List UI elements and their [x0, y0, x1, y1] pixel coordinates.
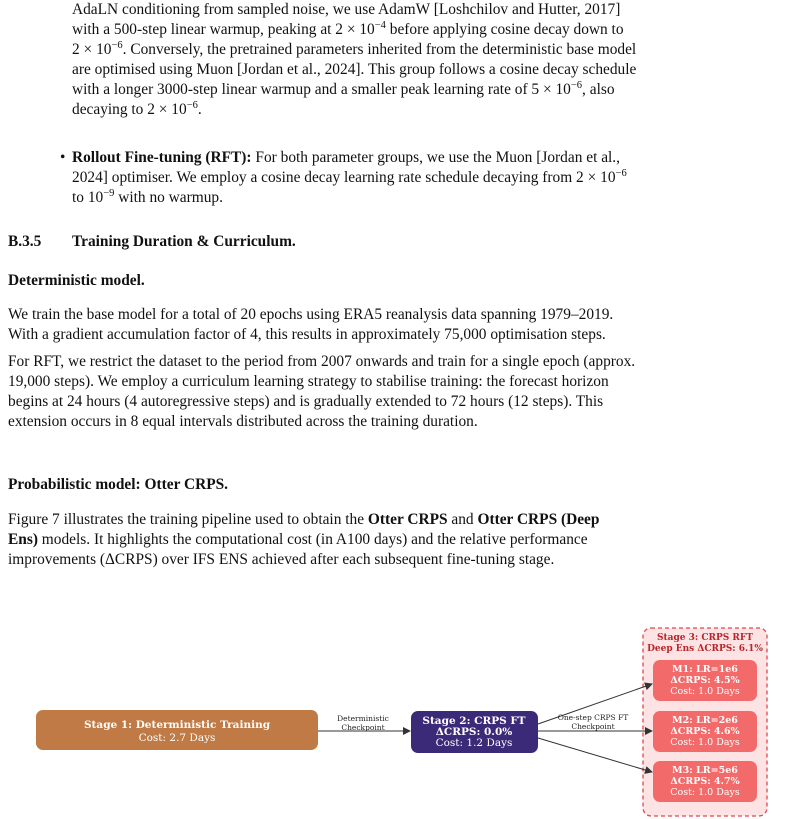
m3-delta: ΔCRPS: 4.7% — [670, 776, 740, 787]
stage2-title: Stage 2: CRPS FT — [422, 715, 526, 727]
section-title: Training Duration & Curriculum. — [72, 233, 296, 250]
rft-line-3: to $10^{-9}$ with no warmup. — [72, 188, 223, 206]
stage2-delta: ΔCRPS: 0.0% — [435, 726, 513, 738]
rft-line-1: Rollout Fine-tuning (RFT): For both parameter groups, we use the Muon [Jordan et al., — [72, 149, 620, 166]
stage3-title: Stage 3: CRPS RFT — [657, 633, 753, 643]
m1-cost: Cost: 1.0 Days — [670, 686, 740, 697]
intro-line-6: decaying to $2 \times 10^{-6}$. — [72, 100, 202, 118]
stage1-cost: Cost: 2.7 Days — [138, 732, 216, 744]
m3-cost: Cost: 1.0 Days — [670, 787, 740, 798]
stage3-subtitle: Deep Ens ΔCRPS: 6.1% — [647, 644, 763, 654]
det-p2-line-1: For RFT, we restrict the dataset to the period from 2007 onwards and train for a single epoch (approx. — [8, 353, 636, 370]
probabilistic-heading: Probabilistic model: Otter CRPS. — [8, 476, 229, 493]
edge1-label-line1: Deterministic — [337, 714, 389, 723]
probabilistic-paragraph — [8, 510, 800, 570]
intro-line-1: AdaLN conditioning from sampled noise, we use AdamW [Loshchilov and Hutter, 2017] — [72, 1, 621, 18]
intro-line-5: with a longer 3000-step linear warmup and a smaller peak learning rate of $5 \times 10^{-6}$, also — [72, 80, 615, 98]
stage2-cost: Cost: 1.2 Days — [435, 737, 513, 749]
det-p2-line-2: 19,000 steps). We employ a curriculum learning strategy to stabilise training: the forecast horizon — [8, 373, 609, 390]
prob-line-2: Ens) models. It highlights the computational cost (in A100 days) and the relative performance — [8, 531, 588, 548]
model-box-m1 — [653, 660, 757, 701]
model-box-m3 — [653, 761, 757, 802]
rft-line-2: 2024] optimiser. We employ a cosine decay learning rate schedule decaying from $2 \times 10^{-6}$ — [72, 168, 627, 186]
intro-line-2: with a 500-step linear warmup, peaking at $2 \times 10^{-4}$ before applying cosine decay down to — [72, 20, 624, 38]
model-box-m2 — [653, 711, 757, 752]
edge1-label-line2: Checkpoint — [341, 723, 385, 732]
bullet-marker: • — [60, 149, 66, 166]
training-pipeline-diagram — [0, 600, 808, 819]
prob-line-1: Figure 7 illustrates the training pipeline used to obtain the Otter CRPS and Otter CRPS (Deep — [8, 511, 600, 528]
intro-line-3: $2 \times 10^{-6}$. Conversely, the pretrained parameters inherited from the deterministic base model — [72, 40, 637, 58]
intro-line-4: are optimised using Muon [Jordan et al., 2024]. This group follows a cosine decay schedule — [72, 61, 637, 78]
deterministic-paragraph-2 — [8, 352, 800, 432]
m2-title: M2: LR=2e6 — [672, 715, 738, 726]
edge2-label-line1: One-step CRPS FT — [557, 713, 629, 722]
m3-title: M3: LR=5e6 — [672, 765, 738, 776]
edge2-label-line2: Checkpoint — [571, 722, 615, 731]
det-p1-line-2: With a gradient accumulation factor of 4, this results in approximately 75,000 optimisation steps. — [8, 326, 606, 343]
intro-paragraph — [72, 0, 790, 120]
deterministic-heading: Deterministic model. — [8, 272, 145, 289]
m1-title: M1: LR=1e6 — [672, 664, 738, 675]
deterministic-paragraph-1 — [8, 305, 800, 345]
section-heading — [8, 232, 296, 252]
m2-delta: ΔCRPS: 4.6% — [670, 726, 740, 737]
det-p2-line-4: extension occurs in 8 equal intervals distributed across the training duration. — [8, 413, 478, 430]
det-p1-line-1: We train the base model for a total of 20 epochs using ERA5 reanalysis data spanning 1979–2019. — [8, 306, 614, 323]
m2-cost: Cost: 1.0 Days — [670, 737, 740, 748]
section-number: B.3.5 — [8, 233, 42, 250]
m1-delta: ΔCRPS: 4.5% — [670, 675, 740, 686]
stage1-title: Stage 1: Deterministic Training — [83, 719, 271, 731]
rft-bullet-item — [60, 148, 790, 208]
prob-line-3: improvements (ΔCRPS) over IFS ENS achieved after each subsequent fine-tuning stage. — [8, 551, 555, 568]
edge-stage2-to-m3 — [538, 738, 652, 772]
det-p2-line-3: begins at 24 hours (4 autoregressive steps) and is gradually extended to 72 hours (12 steps). This — [8, 393, 604, 410]
